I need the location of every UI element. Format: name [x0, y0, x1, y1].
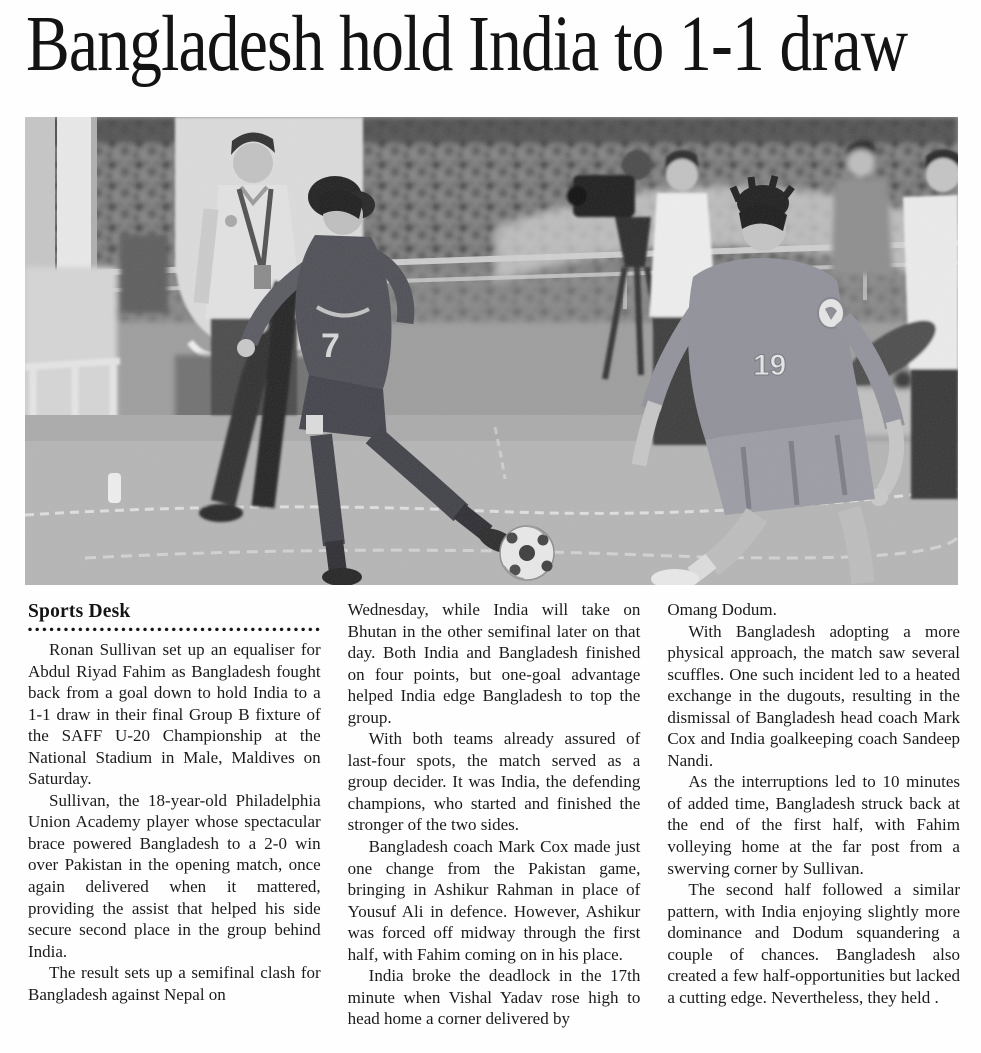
film-grain-overlay — [25, 117, 958, 585]
paragraph: Sullivan, the 18-year-old Philadelphia Union Academy player whose spectacular brace powered Bangladesh to a 2-0 win over Pakistan in the opening match, once again delivered when it mattered, providing the assist that helped his side secure second place in the group behind India. — [28, 790, 321, 961]
article-column-2 — [348, 599, 641, 1030]
paragraph: Omang Dodum. — [667, 600, 777, 619]
india-jersey-number: 19 — [753, 349, 787, 382]
article-column-1 — [28, 599, 321, 1030]
headline: Bangladesh hold India to 1-1 draw — [26, 1, 908, 88]
byline: Sports Desk — [28, 601, 131, 622]
paragraph: With Bangladesh adopting a more physical approach, the match saw several scuffles. One such incident led to a heated exchange in the dugouts, resulting in the dismissal of Bangladesh head coach Mark Cox and India goalkeeping coach Sandeep Nandi. — [667, 621, 960, 770]
paragraph: With both teams already assured of last-four spots, the match served as a group decider. It was India, the defending champions, who started and finished the stronger of the two sides. — [347, 729, 641, 835]
bangladesh-jersey-number: 7 — [321, 327, 340, 365]
paragraph: Ronan Sullivan set up an equaliser for Abdul Riyad Fahim as Bangladesh fought back from a goal down to hold India to a 1-1 draw in their final Group B fixture of the SAFF U-20 Championship at the National Stadium in Male, Maldives on Saturday. — [28, 640, 321, 789]
paragraph: Wednesday, while India will take on Bhutan in the other semifinal later on that day. Both India and Bangladesh finished on four points, but one-goal advantage helped India edge Bangladesh to top the group. — [347, 600, 641, 727]
byline-dotted-rule — [28, 627, 321, 632]
match-photo — [25, 117, 958, 585]
paragraph: India broke the deadlock in the 17th minute when Vishal Yadav rose high to head home a corner delivered by — [347, 966, 641, 1029]
paragraph: Bangladesh coach Mark Cox made just one change from the Pakistan game, bringing in Ashikur Rahman in place of Yousuf Ali in defence. However, Ashikur was forced off midway through the first half, with Fahim coming on in his place. — [347, 837, 641, 964]
article-body — [28, 599, 960, 1030]
article-column-3 — [667, 599, 960, 1030]
paragraph: The second half followed a similar pattern, with India enjoying slightly more dominance and Dodum squandering a couple of chances. Bangladesh also created a few half-opportunities but lacked a cutting edge. Nevertheless, they held . — [667, 880, 960, 1007]
paragraph: The result sets up a semifinal clash for Bangladesh against Nepal on — [28, 963, 321, 1004]
paragraph: As the interruptions led to 10 minutes of added time, Bangladesh struck back at the end of the first half, with Fahim volleying home at the far post from a swerving corner by Sullivan. — [667, 772, 960, 878]
match-photo-illustration — [25, 117, 958, 585]
